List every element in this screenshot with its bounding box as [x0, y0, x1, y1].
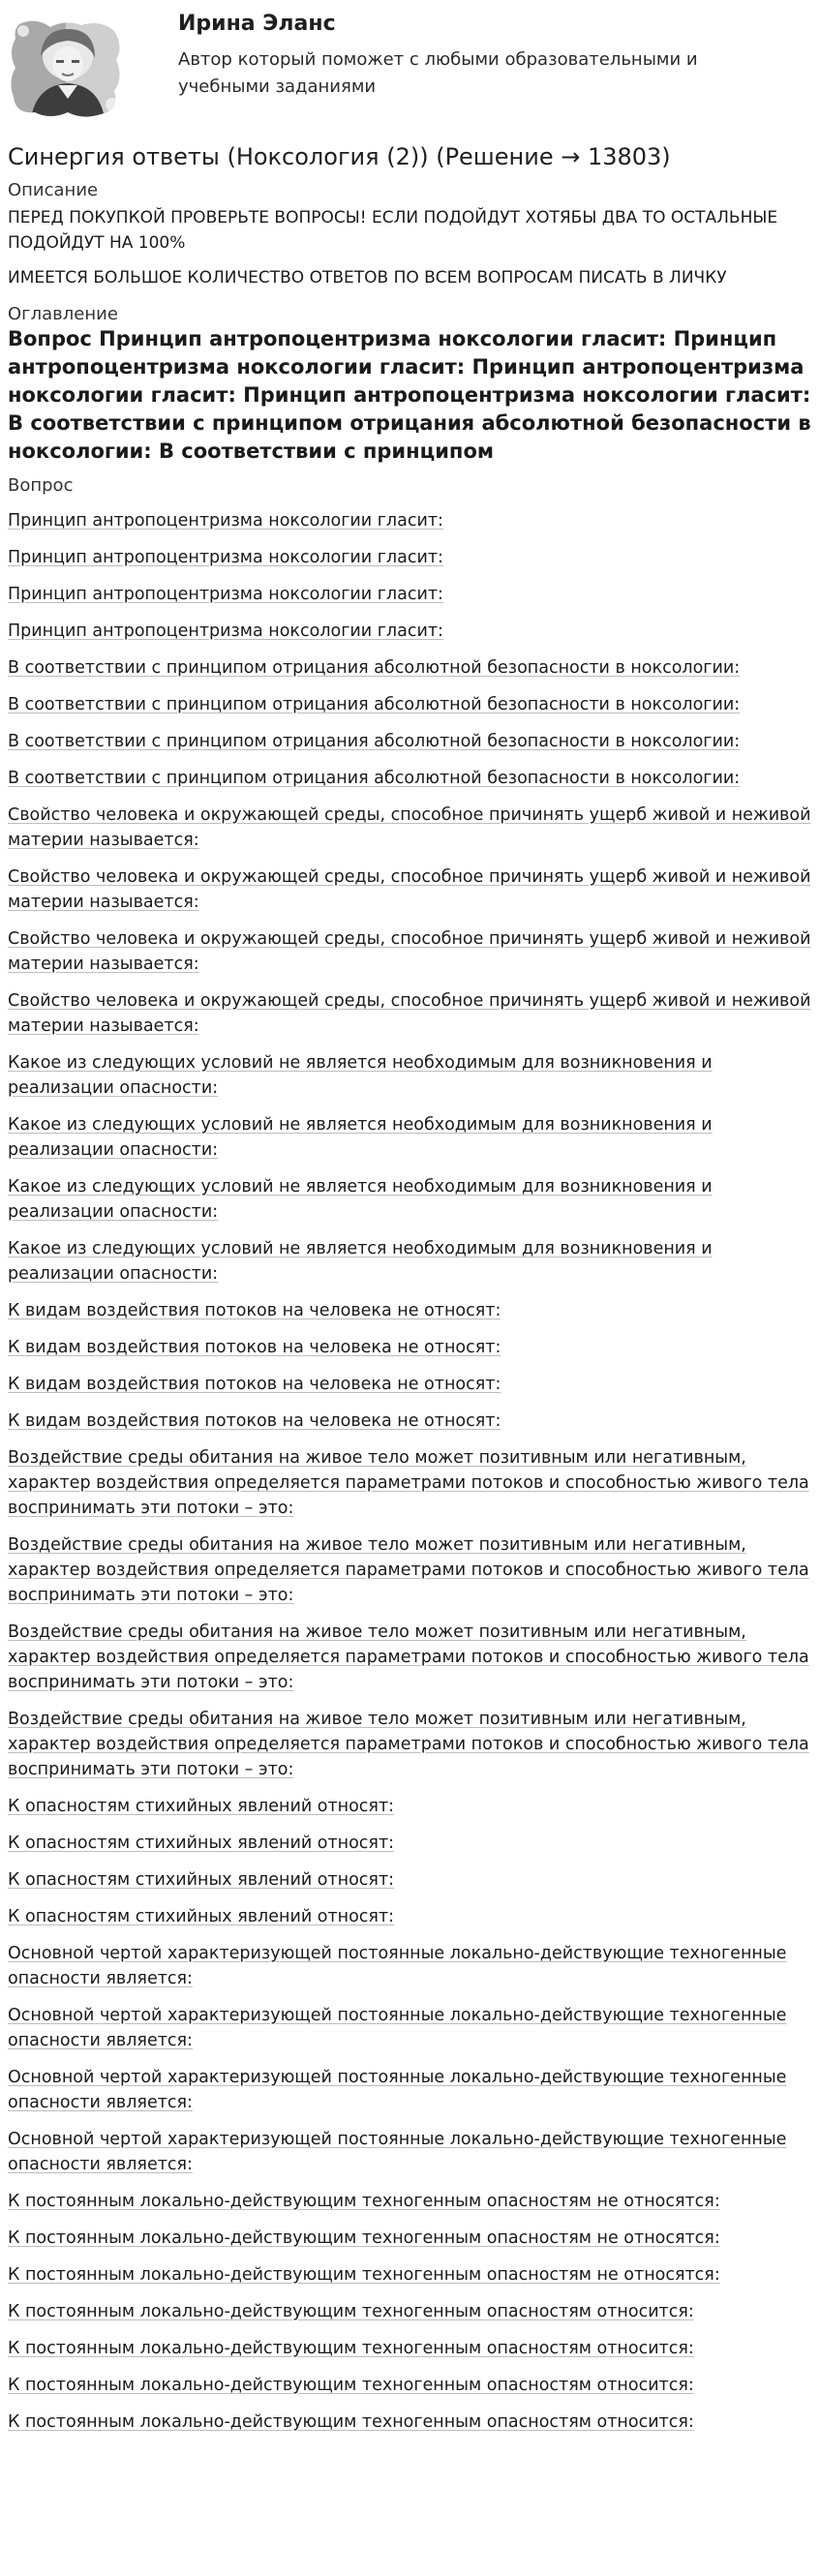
question-item [8, 2226, 812, 2251]
question-text: К видам воздействия потоков на человека не относят: [8, 1338, 501, 1357]
question-item [8, 655, 812, 681]
question-text: Свойство человека и окружающей среды, способное причинять ущерб живой и неживой материи называется: [8, 991, 811, 1036]
page-title: Синергия ответы (Ноксология (2)) (Решение → 13803) [8, 143, 671, 170]
question-text: К видам воздействия потоков на человека не относят: [8, 1301, 501, 1320]
question-item [8, 2373, 812, 2398]
question-item [8, 2003, 812, 2053]
description-text: ИМЕЕТСЯ БОЛЬШОЕ КОЛИЧЕСТВО ОТВЕТОВ ПО ВСЕМ ВОПРОСАМ ПИСАТЬ В ЛИЧКУ [8, 268, 727, 288]
question-text: Свойство человека и окружающей среды, способное причинять ущерб живой и неживой материи называется: [8, 867, 811, 912]
question-item [8, 545, 812, 570]
question-item [8, 803, 812, 853]
question-item [8, 1707, 812, 1782]
question-text: К опасностям стихийных явлений относят: [8, 1907, 395, 1926]
question-text: В соответствии с принципом отрицания абсолютной безопасности в ноксологии: [8, 769, 741, 788]
question-item [8, 926, 812, 977]
question-text: Воздействие среды обитания на живое тело может позитивным или негативным, характер воздействия определяется параметрами потоков и способностью живого тела воспринимать эти потоки – это: [8, 1448, 809, 1518]
question-text: К постоянным локально-действующим техногенным опасностям не относятся: [8, 2265, 720, 2285]
description-label: Описание [8, 180, 99, 200]
question-item [8, 729, 812, 754]
question-item [8, 1445, 812, 1521]
question-item [8, 1831, 812, 1856]
question-item [8, 619, 812, 644]
question-item [8, 1904, 812, 1929]
toc-label: Оглавление [8, 304, 118, 324]
question-text: К постоянным локально-действующим техногенным опасностям относится: [8, 2376, 694, 2395]
main-content [0, 143, 820, 2435]
question-item [8, 582, 812, 607]
question-item [8, 2189, 812, 2214]
question-text: К опасностям стихийных явлений относят: [8, 1870, 395, 1890]
question-item [8, 1941, 812, 1991]
question-text: Какое из следующих условий не является необходимым для возникновения и реализации опасности: [8, 1115, 713, 1160]
toc-title: Вопрос Принцип антропоцентризма ноксологии гласит: Принцип антропоцентризма ноксологии гласит: Принцип антропоцентризма ноксологии гласит: Принцип антропоцентризма ноксологии гласит: В соответствии с принципом отрицания абсолютной безопасности в ноксологии: В соответствии с принципом [8, 327, 811, 463]
question-item [8, 1794, 812, 1819]
question-item [8, 1298, 812, 1323]
question-item [8, 1112, 812, 1163]
question-item [8, 2065, 812, 2115]
question-item [8, 2336, 812, 2361]
question-text: К постоянным локально-действующим техногенным опасностям относится: [8, 2412, 694, 2432]
question-item [8, 2409, 812, 2435]
author-avatar [8, 17, 124, 118]
author-name[interactable]: Ирина Эланс [178, 12, 336, 36]
question-item [8, 864, 812, 915]
question-text: Основной чертой характеризующей постоянные локально-действующие техногенные опасности является: [8, 2068, 787, 2112]
question-text: Основной чертой характеризующей постоянные локально-действующие техногенные опасности является: [8, 1944, 787, 1988]
question-text: Основной чертой характеризующей постоянные локально-действующие техногенные опасности является: [8, 2006, 787, 2050]
question-text: К постоянным локально-действующим техногенным опасностям относится: [8, 2302, 694, 2321]
question-text: В соответствии с принципом отрицания абсолютной безопасности в ноксологии: [8, 658, 741, 678]
question-text: Воздействие среды обитания на живое тело может позитивным или негативным, характер воздействия определяется параметрами потоков и способностью живого тела воспринимать эти потоки – это: [8, 1535, 809, 1605]
question-text: К видам воздействия потоков на человека не относят: [8, 1411, 501, 1431]
question-text: К постоянным локально-действующим техногенным опасностям относится: [8, 2339, 694, 2358]
question-item [8, 508, 812, 533]
author-header [0, 0, 820, 136]
question-text: К опасностям стихийных явлений относят: [8, 1797, 395, 1816]
question-label: Вопрос [8, 475, 74, 496]
question-item [8, 1372, 812, 1397]
question-text: Воздействие среды обитания на живое тело может позитивным или негативным, характер воздействия определяется параметрами потоков и способностью живого тела воспринимать эти потоки – это: [8, 1622, 809, 1692]
question-text: Принцип антропоцентризма ноксологии гласит: [8, 621, 443, 641]
question-text: Свойство человека и окружающей среды, способное причинять ущерб живой и неживой материи называется: [8, 929, 811, 974]
question-text: Какое из следующих условий не является необходимым для возникновения и реализации опасности: [8, 1177, 713, 1222]
question-text: Воздействие среды обитания на живое тело может позитивным или негативным, характер воздействия определяется параметрами потоков и способностью живого тела воспринимать эти потоки – это: [8, 1710, 809, 1779]
question-text: К постоянным локально-действующим техногенным опасностям не относятся: [8, 2228, 720, 2248]
description-text: ПЕРЕД ПОКУПКОЙ ПРОВЕРЬТЕ ВОПРОСЫ! ЕСЛИ ПОДОЙДУТ ХОТЯБЫ ДВА ТО ОСТАЛЬНЫЕ ПОДОЙДУТ НА 100% [8, 208, 778, 253]
question-text: Свойство человека и окружающей среды, способное причинять ущерб живой и неживой материи называется: [8, 805, 811, 850]
question-item [8, 1620, 812, 1695]
question-text: В соответствии с принципом отрицания абсолютной безопасности в ноксологии: [8, 732, 741, 751]
question-item [8, 1050, 812, 1101]
question-text: Принцип антропоцентризма ноксологии гласит: [8, 511, 443, 530]
question-text: Какое из следующих условий не является необходимым для возникновения и реализации опасности: [8, 1239, 713, 1284]
question-item [8, 988, 812, 1039]
question-item [8, 1335, 812, 1360]
question-text: Основной чертой характеризующей постоянные локально-действующие техногенные опасности является: [8, 2130, 787, 2174]
question-text: К опасностям стихийных явлений относят: [8, 1834, 395, 1853]
question-text: Принцип антропоцентризма ноксологии гласит: [8, 548, 443, 567]
question-item [8, 766, 812, 791]
author-description: Автор который поможет с любыми образовательными и учебными заданиями [178, 49, 698, 97]
question-text: К видам воздействия потоков на человека не относят: [8, 1375, 501, 1394]
question-text: К постоянным локально-действующим техногенным опасностям не относятся: [8, 2192, 720, 2211]
question-text: В соответствии с принципом отрицания абсолютной безопасности в ноксологии: [8, 695, 741, 714]
question-item [8, 2262, 812, 2288]
question-text: Какое из следующих условий не является необходимым для возникновения и реализации опасности: [8, 1053, 713, 1098]
question-item [8, 1174, 812, 1225]
question-item [8, 2127, 812, 2177]
question-item [8, 1532, 812, 1608]
question-item [8, 1236, 812, 1287]
question-item [8, 1409, 812, 1434]
question-item [8, 1867, 812, 1893]
question-list [8, 508, 812, 2435]
question-text: Принцип антропоцентризма ноксологии гласит: [8, 585, 443, 604]
question-item [8, 2299, 812, 2324]
question-item [8, 692, 812, 717]
